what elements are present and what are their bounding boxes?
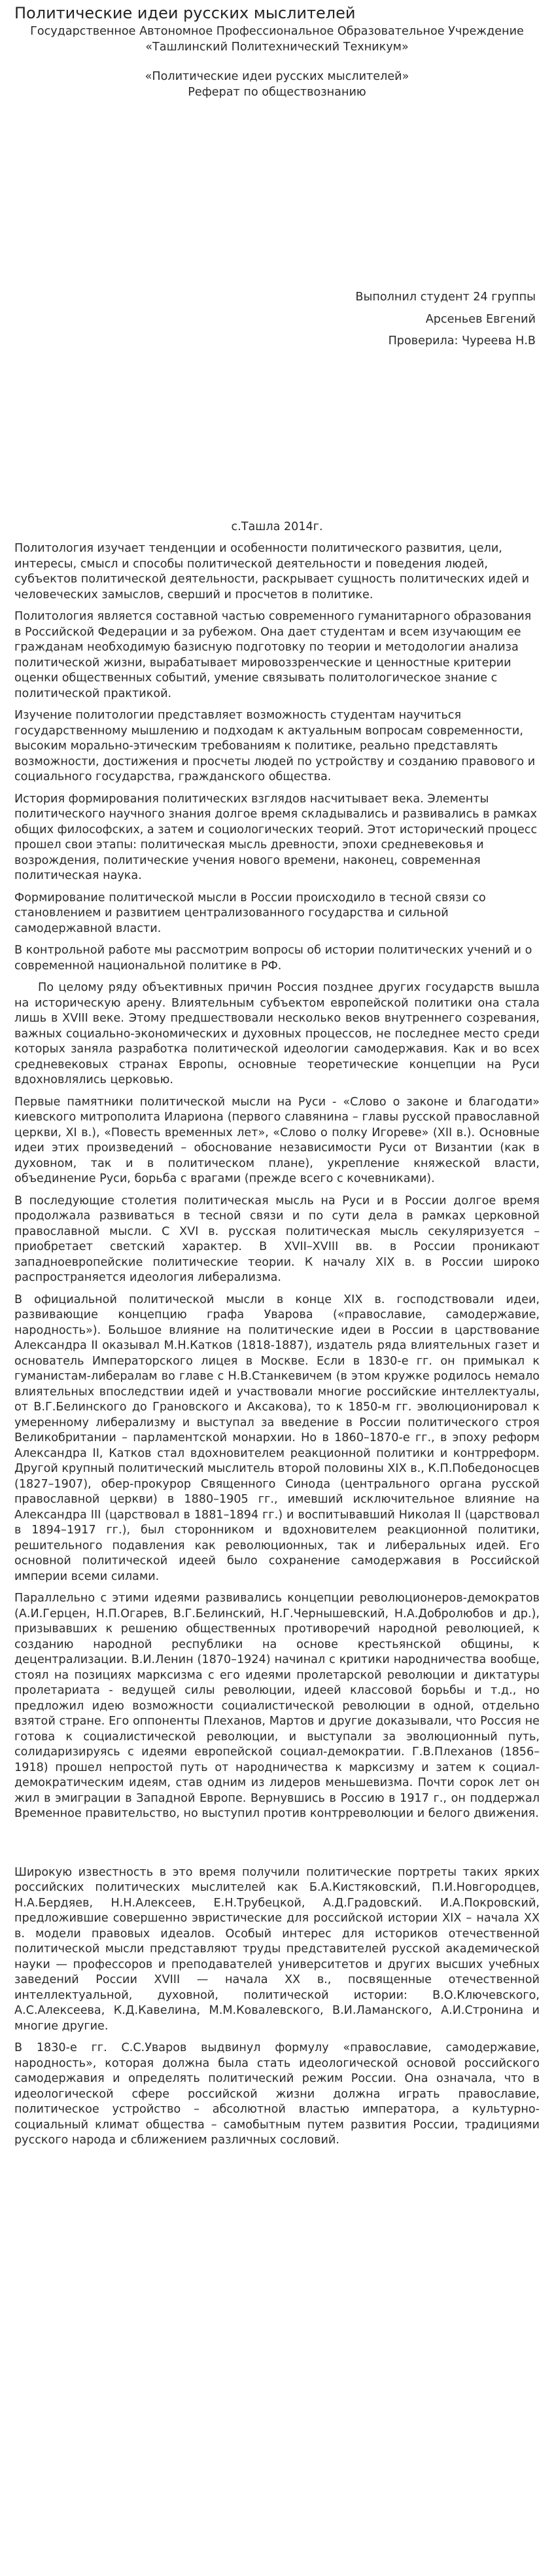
paragraph: По целому ряду объективных причин Россия позднее других государств вышла на историческую арену. Влиятельным субъектом европейской политики она стала лишь в XVIII веке. Этому предшествовали несколько веков внутреннего созревания, важных социально-экономических и духовных процессов, не последнее место среди которых заняла разработка политической идеологии самодержавия. Как и во всех средневековых странах Европы, основные теоретические концепции на Руси вдохновлялись церковью. xyxy=(14,981,540,1086)
author-line-1: Выполнил студент 24 группы xyxy=(355,291,536,304)
paragraph: Параллельно с этими идеями развивались концепции революционеров-демократов (А.И.Герцен, Н.П.Огарев, В.Г.Белинский, Н.Г.Чернышевский, Н.А.Добролюбов и др.), призывавших к решению общественных противоречий народной революцией, к созданию народной республики на основе крестьянской общины, к децентрализации. В.И.Ленин (1870–1924) начинал с критики народничества вообще, стоял на позициях марксизма с его идеями пролетарской революции и диктатуры пролетариата - ведущей силы революции, идеей классовой борьбы и т.д., но предложил идею возможности социалистической революции в одной, отдельно взятой стране. Его оппоненты Плеханов, Мартов и другие доказывали, что Россия не готова к социалистической революции, и выступали за эволюционный путь, солидаризируясь с идеями европейской социал-демократии. Г.В.Плеханов (1856–1918) прошел непростой путь от народничества к марксизму и затем к социал-демократическим идеям, став одним из лидеров меньшевизма. Почти сорок лет он жил в эмиграции в Западной Европе. Вернувшись в Россию в 1917 г., он поддержал Временное правительство, но выступил против контрреволюции и белого движения. xyxy=(14,1592,540,1820)
essay-topic: «Политические идеи русских мыслителей» xyxy=(145,70,409,83)
paragraph: История формирования политических взглядов насчитывает века. Элементы политического научного знания долгое время складывались и развивались в рамках общих философских, а затем и социологических теорий. Этот исторический процесс прошел свои этапы: политическая мысль древности, эпохи средневековья и возрождения, политические учения нового времени, наконец, современная политическая наука. xyxy=(14,792,538,882)
author-line-3: Проверила: Чуреева Н.В xyxy=(388,334,536,348)
paragraph: Первые памятники политической мысли на Руси - «Слово о законе и благодати» киевского митрополита Илариона (первого славянина – главы русской православной церкви, XI в.), «Повесть временных лет», «Слово о полку Игореве» (XII в.). Основные идеи этих произведений – обоснование независимости Руси от Византии (как в духовном, так и в политическом плане), укрепление княжеской власти, объединение Руси, борьба с врагами (прежде всего с кочевниками). xyxy=(14,1095,540,1185)
author-line-2: Арсеньев Евгений xyxy=(425,312,536,326)
paragraph: В официальной политической мысли в конце XIX в. господствовали идеи, развивающие концепцию графа Уварова («православие, самодержавие, народность»). Большое влияние на политические идеи в России в царствование Александра II оказывал М.Н.Катков (1818-1887), издатель ряда влиятельных газет и основатель Императорского лицея в Москве. Если в 1830-е гг. он примыкал к гуманистам-либералам во главе с Н.В.Станкевичем (в этом кружке родилось немало влиятельных впоследствии идей и участвовали многие российские интеллектуалы, от В.Г.Белинского до Грановского и Аксакова), то к 1850-м гг. эволюционировал к умеренному либерализму и выступал за введение в России политического строя Великобритании – парламентской монархии. Но в 1860–1870-е гг., в эпоху реформ Александра II, Катков стал вдохновителем реакционной политики и контрреформ. Другой крупный политический мыслитель второй половины XIX в., К.П.Победоносцев (1827–1907), обер-прокурор Священного Синода (центрального органа русской православной церкви) в 1880–1905 гг., имевший исключительное влияние на Александра III (царствовал в 1881–1894 гг.) и воспитывавший Николая II (царствовал в 1894–1917 гг.), был сторонником и вдохновителем реакционной политики, решительного подавления как революционных, так и либеральных идей. Его основной политической идеей было сохранение самодержавия в Российской империи всеми силами. xyxy=(14,1293,540,1583)
paragraph: Политология изучает тенденции и особенности политического развития, цели, интересы, смысл и способы политической деятельности и поведения людей, субъектов политической деятельности, раскрывает сущность политических идей и человеческих замыслов, сверший и просчетов в политике. xyxy=(14,542,530,601)
paragraph: В контрольной работе мы рассмотрим вопросы об истории политических учений и о современной национальной политике в РФ. xyxy=(14,944,532,973)
body-text xyxy=(14,541,540,2149)
paragraph: Изучение политологии представляет возможность студентам научиться государственному мышлению и подходам к актуальным вопросам современности, высоким морально-этическим требованиям к политике, реально представлять возможности, достижения и просчеты людей по устройству и созданию правового и социального государства, гражданского общества. xyxy=(14,709,536,783)
paragraph: В последующие столетия политическая мысль на Руси и в России долгое время продолжала развиваться в тесной связи и по сути дела в рамках церковной православной мысли. С XVI в. русская политическая мысль секуляризуется – приобретает светский характер. В XVII–XVIII вв. в России проникают западноевропейские политические теории. К началу XIX в. в России широко распространяется идеология либерализма. xyxy=(14,1194,540,1284)
paragraph: В 1830-е гг. С.С.Уваров выдвинул формулу «православие, самодержавие, народность», которая должна была стать идеологической основой российского самодержавия и определять политический режим России. Она означала, что в идеологической сфере российской жизни должна играть православие, политическое устройство – абсолютной властью императора, а культурно-социальный климат общества – самобытным путем развития России, традициями русского народа и сближением различных сословий. xyxy=(14,2041,540,2147)
title-block xyxy=(14,24,540,100)
author-block xyxy=(14,290,540,349)
work-type: Реферат по обществознанию xyxy=(188,85,366,99)
paragraph: Формирование политической мысли в России происходило в тесной связи со становлением и развитием централизованного государства и сильной самодержавной власти. xyxy=(14,891,486,935)
paragraph: Широкую известность в это время получили политические портреты таких ярких российских политических мыслителей как Б.А.Кистяковский, П.И.Новгородцев, Н.А.Бердяев, Н.Н.Алексеев, Е.Н.Трубецкой, А.Д.Градовский. И.А.Покровский, предложившие совершенно эвристические для российской истории XIX – начала XX в. модели правовых идеалов. Особый интерес для историков отечественной политической мысли представляют труды представителей русской академической науки — профессоров и преподавателей университетов и других высших учебных заведений России XVIII — начала XX в., посвященные отечественной интеллектуальной, духовной, политической истории: В.О.Ключевского, А.С.Алексеева, К.Д.Кавелина, М.М.Ковалевского, В.И.Ламанского, А.И.Стронина и многие другие. xyxy=(14,1865,540,2033)
paragraph: Политология является составной частью современного гуманитарного образования в Российской Федерации и за рубежом. Она дает студентам и всем изучающим ее гражданам необходимую базисную подготовку по теории и методологии анализа политической жизни, вырабатывает мировоззренческие и ценностные критерии оценки общественных событий, умение связывать политологическое знание с политической практикой. xyxy=(14,610,532,700)
institution-line-2: «Ташлинский Политехнический Техникум» xyxy=(145,40,409,54)
institution-line-1: Государственное Автономное Профессиональное Образовательное Учреждение xyxy=(30,25,524,38)
document-title: Политические идеи русских мыслителей xyxy=(14,4,356,22)
place-year: с.Ташла 2014г. xyxy=(231,520,323,533)
